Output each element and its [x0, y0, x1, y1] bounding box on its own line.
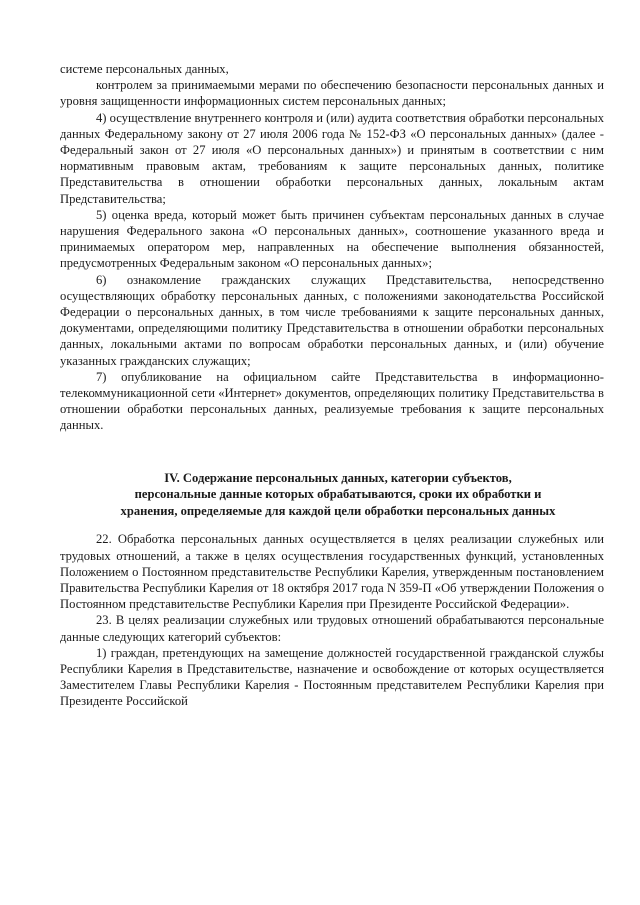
paragraph: 7) опубликование на официальном сайте Представительства в информационно-телекоммуникационной сети «Интернет» документов, определяющих политику Представительства в отношении обработки персональных данных, реализуемые требования к защите персональных данных. — [60, 369, 604, 433]
paragraph: 22. Обработка персональных данных осуществляется в целях реализации служебных или трудовых отношений, а также в целях осуществления государственных функций, установленных Положением о Постоянном представительстве Республики Карелия, утвержденным постановлением Правительства Республики Карелия от 18 октября 2017 года N 359-П «Об утверждении Положения о Постоянном представительстве Республики Карелия при Президенте Российской Федерации». — [60, 532, 604, 612]
paragraph: 5) оценка вреда, который может быть причинен субъектам персональных данных в случае нарушения Федерального закона «О персональных данных», соотношение указанного вреда и принимаемых оператором мер, направленных на обеспечение выполнения обязанностей, предусмотренных Федеральным законом «О персональных данных»; — [60, 207, 604, 271]
paragraph: контролем за принимаемыми мерами по обеспечению безопасности персональных данных и уровня защищенности информационных систем персональных данных; — [60, 78, 604, 109]
paragraph: 23. В целях реализации служебных или трудовых отношений обрабатываются персональные данные следующих категорий субъектов: — [60, 613, 604, 644]
section-heading-line: персональные данные которых обрабатываются, сроки их обработки и — [134, 487, 542, 502]
section-heading — [60, 470, 604, 520]
paragraph: 6) ознакомление гражданских служащих Представительства, непосредственно осуществляющих обработку персональных данных, с положениями законодательства Российской Федерации о персональных данных, в том числе требованиями к защите персональных данных, документами, определяющими политику Представительства в отношении обработки персональных данных, локальными актами по вопросам обработки персональных данных, и (или) обучение указанных гражданских служащих; — [60, 272, 604, 368]
paragraph: 1) граждан, претендующих на замещение должностей государственной гражданской службы Республики Карелия в Представительстве, назначение и освобождение от которых осуществляется Заместителем Главы Республики Карелия - Постоянным представителем Республики Карелия при Президенте Российской — [60, 645, 604, 709]
paragraph: 4) осуществление внутреннего контроля и (или) аудита соответствия обработки персональных данных Федеральному закону от 27 июля 2006 года № 152-ФЗ «О персональных данных» (далее - Федеральный закон от 27 июля «О персональных данных») и принятым в соответствии с ним нормативным правовым актам, требованиям к защите персональных данных, политике Представительства в отношении обработки персональных данных, локальным актам Представительства; — [60, 110, 604, 206]
paragraph: системе персональных данных, — [60, 62, 229, 76]
section-heading-line: IV. Содержание персональных данных, категории субъектов, — [164, 470, 512, 485]
document-body — [60, 61, 604, 710]
section-heading-line: хранения, определяемые для каждой цели обработки персональных данных — [120, 503, 556, 518]
